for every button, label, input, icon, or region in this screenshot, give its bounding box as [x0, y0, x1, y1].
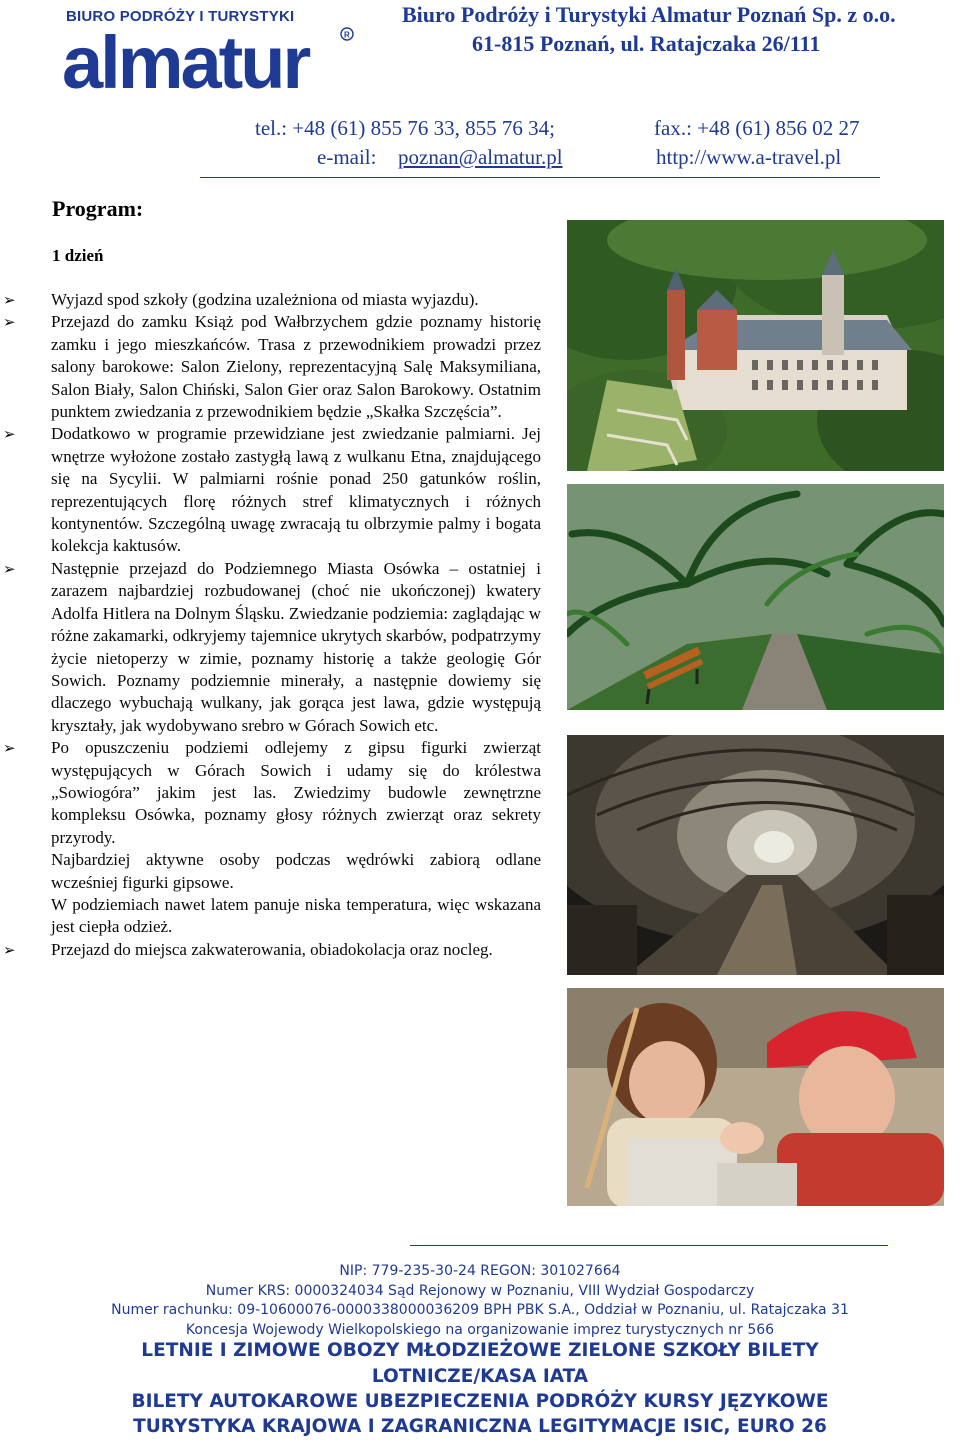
contact-fax: fax.: +48 (61) 856 02 27	[654, 116, 860, 140]
arrow-bullet-icon: ➢	[3, 291, 16, 309]
program-item	[0, 311, 541, 423]
program-item	[0, 737, 541, 849]
footer-divider	[410, 1245, 888, 1246]
castle-photo	[567, 220, 944, 471]
program-item	[0, 849, 541, 894]
program-item	[0, 558, 541, 737]
program-item-text: Następnie przejazd do Podziemnego Miasta Osówka – ostatniej i zarazem najbardziej rozbudowanej (choć nie ukończonej) kwatery Adolfa Hitlera na Dolnym Śląsku. Zwiedzanie podziemia: zaglądając w różne zakamarki, odkryjemy tajemnice ukrytych skarbów, podpatrzymy życie nietoperzy w zimie, poznamy historię a także geologię Gór Sowich. Poznamy podziemnie minerały, a następnie dowiemy się dlaczego wybuchają wulkany, jak gorąca jest lawa, gdzie występują kryształy, jak wydobywano srebro w Górach Sowich etc.	[51, 558, 541, 735]
email-label: e-mail:	[317, 145, 377, 169]
program-list	[0, 289, 560, 961]
tunnel-photo	[567, 735, 944, 975]
program-item	[0, 289, 541, 311]
almatur-logo	[60, 20, 360, 98]
contact-phone: tel.: +48 (61) 855 76 33, 855 76 34;	[255, 116, 555, 140]
program-title: Program:	[52, 196, 144, 221]
palm-house-photo	[567, 484, 944, 710]
program-item-text: Dodatkowo w programie przewidziane jest zwiedzanie palmiarni. Jej wnętrze wyłożone zostało zastygłą lawą z wulkanu Etna, znajdującego się na Sycylii. W palmiarni rośnie ponad 250 gatunków roślin, reprezentujących florę różnych stref klimatycznych i różnych kontynentów. Szczególną uwagę zwracają tu olbrzymie palmy i bogata kolekcja kaktusów.	[51, 424, 541, 556]
program-item-text: Wyjazd spod szkoły (godzina uzależniona od miasta wyjazdu).	[51, 290, 479, 309]
day-title: 1 dzień	[52, 246, 104, 265]
footer-services-3: BILETY AUTOKAROWE UBEZPIECZENIA PODRÓŻY KURSY JĘZYKOWE	[131, 1391, 829, 1412]
kids-plaster-photo	[567, 988, 944, 1206]
arrow-bullet-icon: ➢	[3, 739, 16, 758]
program-item	[0, 894, 541, 939]
email-link[interactable]: poznan@almatur.pl	[398, 145, 563, 169]
program-item	[0, 939, 541, 961]
program-item-text: Przejazd do zamku Książ pod Wałbrzychem gdzie poznamy historię zamku i jego mieszkańców. Trasa z przewodnikiem prowadzi przez salony barokowe: Salon Zielony, reprezentacyjną Salę Maksymiliana, Salon Biały, Salon Chiński, Salon Gier oraz Salon Barokowy. Ostatnim punktem zwiedzania z przewodnikiem będzie „Skałka Szczęścia”.	[51, 312, 541, 422]
footer-services-2: LOTNICZE/KASA IATA	[371, 1366, 589, 1387]
svg-text:R: R	[344, 30, 350, 40]
logo-wordmark: almatur	[62, 21, 309, 98]
program-item-text: Po opuszczeniu podziemi odlejemy z gipsu figurki zwierząt występujących w Górach Sowich i udamy się do królestwa „Sowiogóra” jakim jest las. Zwiedzimy budowle zewnętrzne kompleksu Osówka, poznamy głosy różnych zwierząt oraz sekrety przyrody.	[51, 738, 541, 847]
company-name: Biuro Podróży i Turystyki Almatur Poznań Sp. z o.o.	[402, 2, 896, 27]
footer-license: Koncesja Wojewody Wielkopolskiego na organizowanie imprez turystycznych nr 566	[185, 1322, 775, 1338]
arrow-bullet-icon: ➢	[3, 940, 16, 959]
footer-services-1: LETNIE I ZIMOWE OBOZY MŁODZIEŻOWE ZIELONE SZKOŁY BILETY	[141, 1340, 819, 1361]
arrow-bullet-icon: ➢	[3, 313, 16, 332]
footer-services-4: TURYSTYKA KRAJOWA I ZAGRANICZNA LEGITYMACJE ISIC, EURO 26	[133, 1416, 827, 1437]
footer-account: Numer rachunku: 09-10600076-0000338000036209 BPH PBK S.A., Oddział w Poznaniu, ul. Ratajczaka 31	[111, 1302, 849, 1318]
arrow-bullet-icon: ➢	[3, 559, 16, 578]
company-address: 61-815 Poznań, ul. Ratajczaka 26/111	[472, 31, 821, 56]
footer-krs: Numer KRS: 0000324034 Sąd Rejonowy w Poznaniu, VIII Wydział Gospodarczy	[205, 1283, 755, 1299]
program-item-text: Najbardziej aktywne osoby podczas wędrówki zabiorą odlane wcześniej figurki gipsowe.	[51, 850, 541, 892]
program-item-text: W podziemiach nawet latem panuje niska temperatura, więc wskazana jest ciepła odzież.	[51, 894, 541, 937]
program-item-text: Przejazd do miejsca zakwaterowania, obiadokolacja oraz nocleg.	[51, 939, 493, 959]
website-link[interactable]: http://www.a-travel.pl	[656, 145, 842, 169]
footer-nip-regon: NIP: 779-235-30-24 REGON: 301027664	[339, 1263, 621, 1279]
program-item	[0, 423, 541, 557]
logo-tagline: BIURO PODRÓŻY I TURYSTYKI	[66, 8, 295, 25]
header-divider	[200, 177, 880, 178]
arrow-bullet-icon: ➢	[3, 425, 16, 444]
